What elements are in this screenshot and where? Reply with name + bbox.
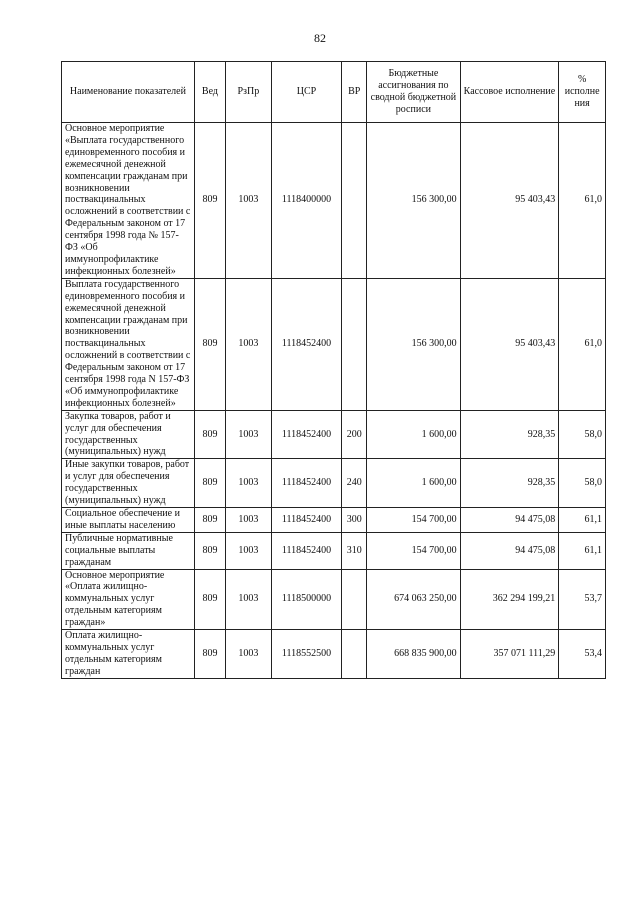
row-budget: 156 300,00 — [367, 278, 460, 410]
row-ved: 809 — [194, 630, 225, 679]
row-budget: 154 700,00 — [367, 508, 460, 533]
row-vr: 310 — [342, 532, 367, 569]
row-rzpr: 1003 — [226, 508, 272, 533]
row-rzpr: 1003 — [226, 410, 272, 459]
header-percent: % исполне ния — [559, 62, 606, 123]
table-row — [62, 532, 606, 569]
row-rzpr: 1003 — [226, 459, 272, 508]
table-row — [62, 630, 606, 679]
row-cash: 94 475,08 — [460, 532, 559, 569]
row-ved: 809 — [194, 278, 225, 410]
row-ved: 809 — [194, 459, 225, 508]
row-ved: 809 — [194, 123, 225, 279]
table-row — [62, 569, 606, 630]
row-name: Выплата государственного единовременного пособия и ежемесячной денежной компенсации гражданам при возникновении поствакцинальных осложнений в соответствии с Федеральным законом от 17 сентября 1998 года N 157-ФЗ «Об иммунопрофилактике инфекционных болезней» — [62, 278, 195, 410]
table-row — [62, 410, 606, 459]
header-vr: ВР — [342, 62, 367, 123]
table-row — [62, 123, 606, 279]
row-ved: 809 — [194, 508, 225, 533]
row-ved: 809 — [194, 410, 225, 459]
row-rzpr: 1003 — [226, 630, 272, 679]
row-ved: 809 — [194, 532, 225, 569]
row-rzpr: 1003 — [226, 278, 272, 410]
row-name: Основное мероприятие «Оплата жилищно-коммунальных услуг отдельным категориям граждан» — [62, 569, 195, 630]
table-row — [62, 278, 606, 410]
row-percent: 61,1 — [559, 508, 606, 533]
header-budget: Бюджетные ассигнования по сводной бюджетной росписи — [367, 62, 460, 123]
row-vr: 240 — [342, 459, 367, 508]
row-name: Оплата жилищно-коммунальных услуг отдельным категориям граждан — [62, 630, 195, 679]
row-budget: 154 700,00 — [367, 532, 460, 569]
row-vr — [342, 569, 367, 630]
row-percent: 58,0 — [559, 410, 606, 459]
row-percent: 61,1 — [559, 532, 606, 569]
row-csr: 1118452400 — [271, 278, 342, 410]
row-cash: 928,35 — [460, 459, 559, 508]
row-cash: 357 071 111,29 — [460, 630, 559, 679]
table-row — [62, 459, 606, 508]
row-rzpr: 1003 — [226, 532, 272, 569]
row-percent: 58,0 — [559, 459, 606, 508]
row-name: Основное мероприятие «Выплата государственного единовременного пособия и ежемесячной денежной компенсации гражданам при возникновении поствакцинальных осложнений в соответствии с Федеральным законом от 17 сентября 1998 года № 157-ФЗ «Об иммунопрофилактике инфекционных болезней» — [62, 123, 195, 279]
row-name: Социальное обеспечение и иные выплаты населению — [62, 508, 195, 533]
row-csr: 1118452400 — [271, 508, 342, 533]
row-percent: 53,7 — [559, 569, 606, 630]
row-budget: 1 600,00 — [367, 410, 460, 459]
header-rzpr: РзПр — [226, 62, 272, 123]
row-csr: 1118452400 — [271, 410, 342, 459]
row-csr: 1118552500 — [271, 630, 342, 679]
row-budget: 674 063 250,00 — [367, 569, 460, 630]
row-budget: 156 300,00 — [367, 123, 460, 279]
row-budget: 668 835 900,00 — [367, 630, 460, 679]
row-budget: 1 600,00 — [367, 459, 460, 508]
row-cash: 94 475,08 — [460, 508, 559, 533]
row-cash: 95 403,43 — [460, 123, 559, 279]
row-cash: 928,35 — [460, 410, 559, 459]
row-csr: 1118452400 — [271, 459, 342, 508]
row-rzpr: 1003 — [226, 123, 272, 279]
header-cash: Кассовое исполнение — [460, 62, 559, 123]
row-csr: 1118400000 — [271, 123, 342, 279]
table-header — [62, 62, 606, 123]
row-vr — [342, 123, 367, 279]
row-cash: 362 294 199,21 — [460, 569, 559, 630]
row-percent: 61,0 — [559, 278, 606, 410]
table-row — [62, 508, 606, 533]
page-number: 82 — [314, 31, 326, 45]
row-name: Закупка товаров, работ и услуг для обеспечения государственных (муниципальных) нужд — [62, 410, 195, 459]
row-vr — [342, 630, 367, 679]
row-ved: 809 — [194, 569, 225, 630]
row-percent: 61,0 — [559, 123, 606, 279]
row-name: Иные закупки товаров, работ и услуг для обеспечения государственных (муниципальных) нужд — [62, 459, 195, 508]
row-vr: 200 — [342, 410, 367, 459]
row-csr: 1118452400 — [271, 532, 342, 569]
row-vr — [342, 278, 367, 410]
header-name: Наименование показателей — [62, 62, 195, 123]
budget-table — [61, 61, 606, 679]
row-rzpr: 1003 — [226, 569, 272, 630]
row-name: Публичные нормативные социальные выплаты гражданам — [62, 532, 195, 569]
row-cash: 95 403,43 — [460, 278, 559, 410]
row-percent: 53,4 — [559, 630, 606, 679]
header-csr: ЦСР — [271, 62, 342, 123]
row-csr: 1118500000 — [271, 569, 342, 630]
row-vr: 300 — [342, 508, 367, 533]
header-ved: Вед — [194, 62, 225, 123]
